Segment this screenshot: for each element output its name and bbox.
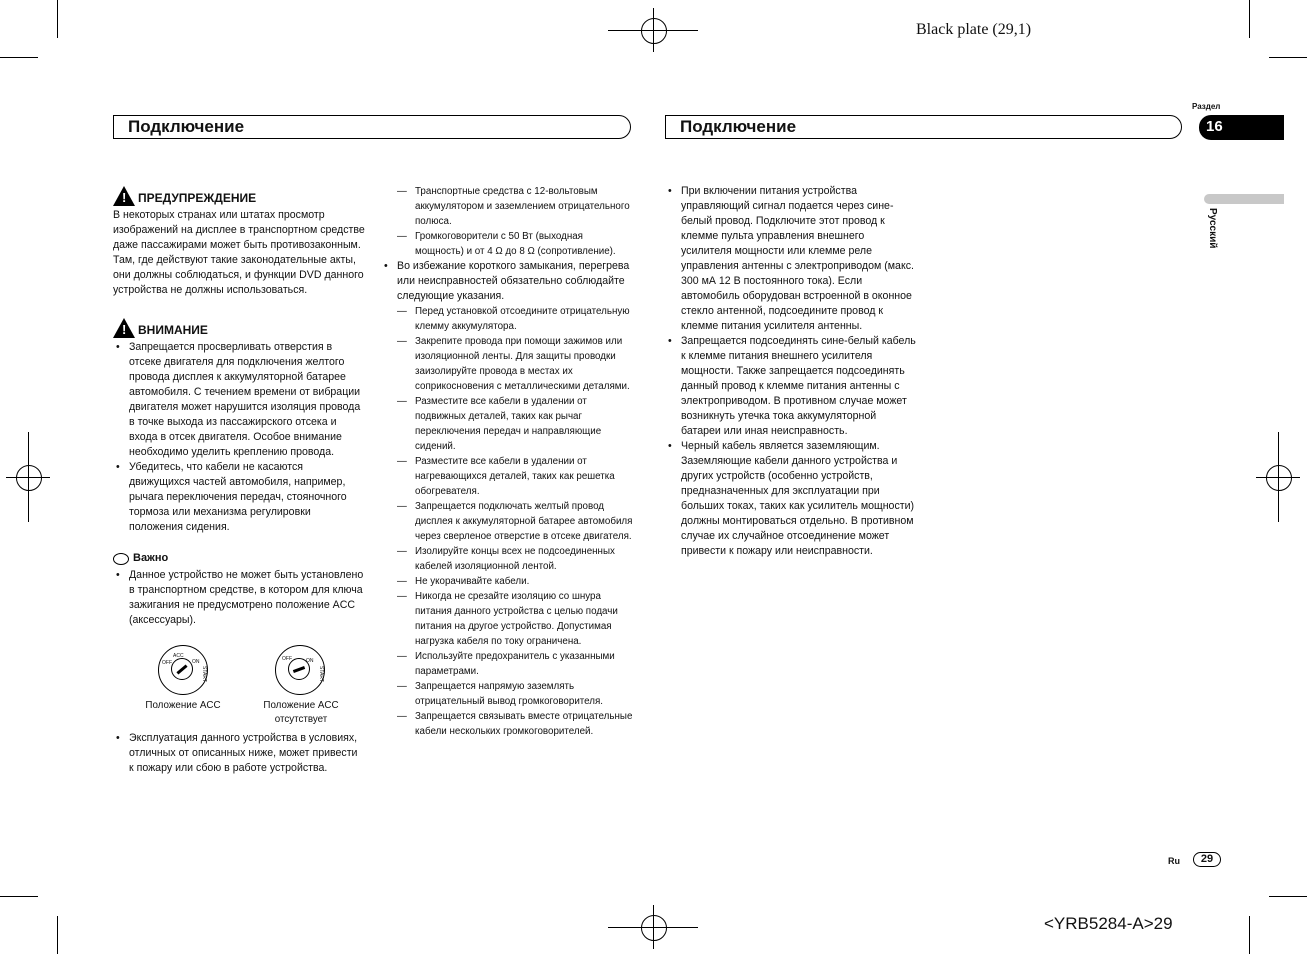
list-item: — Транспортные средства с 12-вольтовым аккумулятором и заземлением отрицательного полюса.: [397, 184, 633, 229]
list-item: — Разместите все кабели в удалении от подвижных деталей, таких как рычаг переключения передач и направляющие сидений.: [397, 394, 633, 454]
list-item: • Убедитесь, что кабели не касаются движущихся частей автомобиля, например, рычага переключения передач, стояночного тормоза или механизма регулировки положения сидения.: [113, 460, 365, 535]
warning-text: В некоторых странах или штатах просмотр изображений на дисплее в транспортном средстве даже пассажирами может быть противозаконным. Там, где действуют такие законодательные акты, они должны соблюдаться, и функции DVD данного устройства не должны использоваться.: [113, 209, 365, 296]
column-3: [665, 184, 917, 559]
crop-mark: [0, 896, 38, 897]
section-number-tab: [1199, 115, 1284, 140]
crop-mark: [1269, 57, 1307, 58]
list-item: — Не укорачивайте кабели.: [397, 574, 633, 589]
instructions-list: [397, 304, 633, 739]
header-title: Подключение: [680, 117, 797, 136]
list-item: • Черный кабель является заземляющим. Заземляющие кабели данного устройства и других устройств (особенно устройств, предназначенных для эксплуатации при больших токах, таких как усилитель мощности) должны монтироваться отдельно. В противном случае их случайное отсоединение может привести к пожару или неисправности.: [665, 439, 917, 559]
important-heading: [113, 551, 365, 566]
requirements-list: [397, 184, 633, 259]
list-item: • Запрещается подсоединять сине-белый кабель к клемме питания внешнего усилителя мощности. Также запрещается подсоединять данный провод к клемме питания антенны с электроприводом. В противном случае может возникнуть утечка тока аккумуляторной батареи или иная неисправность.: [665, 334, 917, 439]
list-item: • Запрещается просверливать отверстия в отсеке двигателя для подключения желтого провода дисплея к аккумуляторной батарее автомобиля. С течением времени от вибрации двигателя может нарушится изоляция провода в точке выхода из пассажирского отсека и входа в отсек двигателя. Особое внимание необходимо уделить креплению провода.: [113, 340, 365, 460]
warning-icon: [113, 186, 135, 206]
ignition-switch-no-acc: OFF ON START: [275, 645, 325, 695]
language-tab-bar: [1204, 194, 1284, 204]
important-list: [113, 568, 365, 628]
caution-list: [113, 340, 365, 535]
crop-mark: [1269, 896, 1307, 897]
important-icon: [113, 553, 129, 565]
header-title: Подключение: [128, 117, 245, 136]
column-1: [113, 186, 365, 776]
ignition-figure: [113, 628, 365, 723]
section-number: 16: [1206, 118, 1223, 135]
important-title: Важно: [133, 552, 169, 564]
page-header-right: [665, 115, 1182, 139]
list-item: — Разместите все кабели в удалении от нагревающихся деталей, таких как решетка обогревателя.: [397, 454, 633, 499]
list-item: — Перед установкой отсоедините отрицательную клемму аккумулятора.: [397, 304, 633, 334]
caution-title: ВНИМАНИЕ: [138, 323, 208, 337]
list-item: — Изолируйте концы всех не подсоединенных кабелей изоляционной лентой.: [397, 544, 633, 574]
short-circuit-bullet: [381, 259, 633, 304]
list-item: — Запрещается подключать желтый провод дисплея к аккумуляторной батарее автомобиля через сверленое отверстие в отсеке двигателя.: [397, 499, 633, 544]
caution-heading: [113, 318, 365, 338]
list-item: • Во избежание короткого замыкания, перегрева или неисправностей обязательно соблюдайте следующие указания.: [381, 259, 633, 304]
list-item: • Данное устройство не может быть установлено в транспортном средстве, в котором для ключа зажигания не предусмотрено положение ACC (аксессуары).: [113, 568, 365, 628]
document-id: <YRB5284-A>29: [1044, 914, 1173, 933]
figure-caption: Положение ACC: [145, 700, 221, 711]
warning-title: ПРЕДУПРЕЖДЕНИЕ: [138, 191, 257, 205]
ignition-switch-acc: ACC ON START OFF: [158, 645, 208, 695]
column-2: [397, 184, 633, 739]
crop-mark: [57, 916, 58, 954]
list-item: • При включении питания устройства управляющий сигнал подается через сине-белый провод. Подключите этот провод к клемме пульта управления внешнего усилителя мощности или клемме реле управления антенны с электроприводом (макс. 300 мА 12 В постоянного тока). Если автомобиль оборудован встроенной в оконное стекло антенной, подсоедините провод к клемме питания усилителя антенны.: [665, 184, 917, 334]
crop-mark: [0, 57, 38, 58]
figure-caption: Положение ACC отсутствует: [263, 700, 339, 725]
plate-label: Black plate (29,1): [916, 21, 1032, 38]
list-item: — Запрещается связывать вместе отрицательные кабели нескольких громкоговорителей.: [397, 709, 633, 739]
list-item: — Закрепите провода при помощи зажимов или изоляционной ленты. Для защиты проводки заизолируйте провода в местах их соприкосновения с металлическими деталями.: [397, 334, 633, 394]
wiring-notes-list: [665, 184, 917, 559]
list-item: — Запрещается напрямую заземлять отрицательный вывод громкоговорителя.: [397, 679, 633, 709]
list-item: — Используйте предохранитель с указанными параметрами.: [397, 649, 633, 679]
footer-lang: Ru: [1168, 856, 1180, 866]
crop-mark: [1249, 916, 1250, 954]
page-number: 29: [1193, 852, 1221, 867]
section-label: Раздел: [1192, 102, 1221, 111]
page-header-left: [113, 115, 631, 139]
warning-heading: [113, 186, 365, 206]
crop-mark: [57, 0, 58, 38]
usage-list: [113, 731, 365, 776]
warning-icon: [113, 318, 135, 338]
list-item: — Никогда не срезайте изоляцию со шнура питания данного устройства с целью подачи питания на другое устройство. Допустимая нагрузка кабеля по току ограничена.: [397, 589, 633, 649]
language-tab: Русский: [1207, 208, 1218, 249]
list-item: • Эксплуатация данного устройства в условиях, отличных от описанных ниже, может привести к пожару или сбою в работе устройства.: [113, 731, 365, 776]
crop-mark: [1249, 0, 1250, 38]
list-item: — Громкоговорители с 50 Вт (выходная мощность) и от 4 Ω до 8 Ω (сопротивление).: [397, 229, 633, 259]
